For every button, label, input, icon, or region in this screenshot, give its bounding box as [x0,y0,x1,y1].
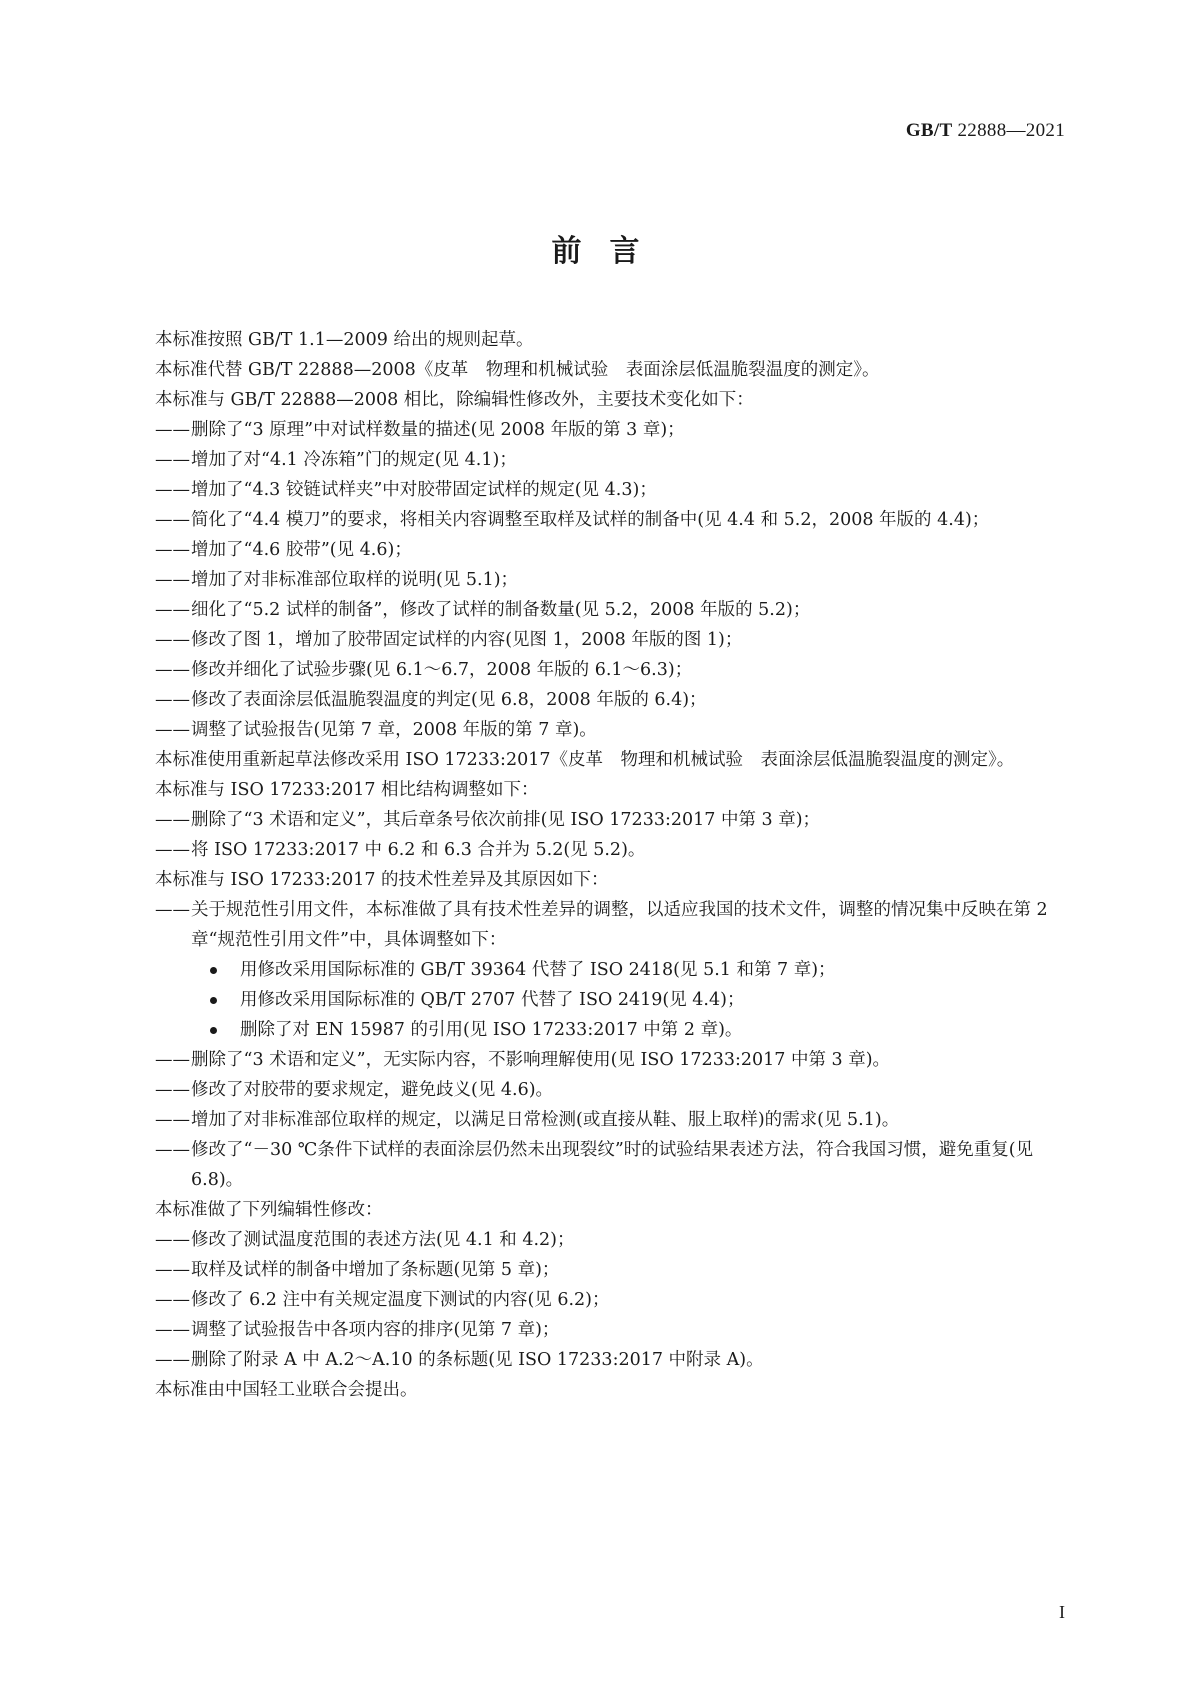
dash-item-text: 将 ISO 17233:2017 中 6.2 和 6.3 合并为 5.2(见 5.2)。 [191,840,646,860]
dash-list-item [120,895,1070,955]
dash-mark: —— [155,810,190,830]
dash-mark: —— [155,510,190,530]
dash-item-text: 简化了“4.4 模刀”的要求，将相关内容调整至取样及试样的制备中(见 4.4 和 5.2，2008 年版的 4.4)； [191,510,990,530]
dash-item-text: 删除了“3 术语和定义”，无实际内容，不影响理解使用(见 ISO 17233:2017 中第 3 章)。 [191,1050,891,1070]
dash-list-item [120,565,1070,595]
dash-list-item [120,475,1070,505]
dash-list-item [120,805,1070,835]
dash-item-text: 删除了附录 A 中 A.2～A.10 的条标题(见 ISO 17233:2017 中附录 A)。 [191,1350,764,1370]
dash-mark: —— [155,1080,190,1100]
paragraph: 本标准与 ISO 17233:2017 相比结构调整如下： [155,780,539,800]
dash-item-text: 修改了测试温度范围的表述方法(见 4.1 和 4.2)； [191,1230,575,1250]
dash-list-item [120,1105,1070,1135]
dash-mark: —— [155,1110,190,1130]
standard-code: GB/T [905,120,953,141]
dash-item-text: 调整了试验报告中各项内容的排序(见第 7 章)； [191,1320,560,1340]
document-body [120,325,1070,1405]
paragraph: 本标准按照 GB/T 1.1—2009 给出的规则起草。 [155,330,534,350]
dash-mark: —— [155,690,190,710]
standard-number [906,120,1065,142]
dash-item-text: 修改了“－30 ℃条件下试样的表面涂层仍然未出现裂纹”时的试验结果表述方法，符合我国习惯，避免重复(见 6.8)。 [191,1140,1034,1190]
dash-item-text: 增加了对非标准部位取样的规定，以满足日常检测(或直接从鞋、服上取样)的需求(见 5.1)。 [191,1110,900,1130]
dash-item-text: 增加了“4.3 铰链试样夹”中对胶带固定试样的规定(见 4.3)； [191,480,657,500]
dash-mark: —— [155,660,190,680]
dash-mark: —— [155,600,190,620]
dash-item-text: 增加了对“4.1 冷冻箱”门的规定(见 4.1)； [191,450,517,470]
dash-list-item [120,1225,1070,1255]
dash-mark: —— [155,450,190,470]
dash-mark: —— [155,570,190,590]
dash-mark: —— [155,1230,190,1250]
dash-list-item [120,835,1070,865]
paragraph: 本标准由中国轻工业联合会提出。 [155,1380,418,1400]
bullet-list-item: 用修改采用国际标准的 QB/T 2707 代替了 ISO 2419(见 4.4)； [120,985,1070,1015]
dash-mark: —— [155,1050,190,1070]
dash-item-text: 修改了图 1，增加了胶带固定试样的内容(见图 1，2008 年版的图 1)； [191,630,743,650]
dash-list-item [120,1075,1070,1105]
dash-item-text: 增加了对非标准部位取样的说明(见 5.1)； [191,570,519,590]
dash-mark: —— [155,900,190,920]
dash-list-item [120,445,1070,475]
bullet-list-item: 用修改采用国际标准的 GB/T 39364 代替了 ISO 2418(见 5.1 和第 7 章)； [120,955,1070,985]
dash-item-text: 调整了试验报告(见第 7 章，2008 年版的第 7 章)。 [191,720,597,740]
page-number: I [1059,1602,1065,1622]
dash-list-item [120,595,1070,625]
dash-list-item [120,625,1070,655]
bullet-list-item: 删除了对 EN 15987 的引用(见 ISO 17233:2017 中第 2 章)。 [120,1015,1070,1045]
dash-item-text: 关于规范性引用文件，本标准做了具有技术性差异的调整，以适应我国的技术文件，调整的情况集中反映在第 2 章“规范性引用文件”中，具体调整如下： [191,900,1048,950]
standard-year-number: 22888—2021 [957,120,1065,141]
dash-item-text: 修改了表面涂层低温脆裂温度的判定(见 6.8，2008 年版的 6.4)； [191,690,707,710]
dash-list-item [120,1255,1070,1285]
dash-item-text: 删除了“3 原理”中对试样数量的描述(见 2008 年版的第 3 章)； [191,420,685,440]
dash-list-item [120,1345,1070,1375]
paragraph: 本标准代替 GB/T 22888—2008《皮革 物理和机械试验 表面涂层低温脆裂温度的测定》。 [155,360,880,380]
dash-mark: —— [155,720,190,740]
dash-item-text: 取样及试样的制备中增加了条标题(见第 5 章)； [191,1260,560,1280]
paragraph: 本标准与 GB/T 22888—2008 相比，除编辑性修改外，主要技术变化如下： [155,390,754,410]
dash-item-text: 删除了“3 术语和定义”，其后章条号依次前排(见 ISO 17233:2017 中第 3 章)； [191,810,821,830]
dash-list-item [120,1315,1070,1345]
dash-mark: —— [155,540,190,560]
dash-mark: —— [155,1260,190,1280]
dash-list-item [120,1135,1070,1195]
dash-list-item [120,1045,1070,1075]
dash-item-text: 修改了 6.2 注中有关规定温度下测试的内容(见 6.2)； [191,1290,610,1310]
dash-list-item [120,1285,1070,1315]
dash-list-item [120,505,1070,535]
dash-mark: —— [155,1320,190,1340]
dash-mark: —— [155,1290,190,1310]
dash-mark: —— [155,840,190,860]
dash-mark: —— [155,480,190,500]
dash-list-item [120,715,1070,745]
dash-mark: —— [155,630,190,650]
dash-item-text: 细化了“5.2 试样的制备”，修改了试样的制备数量(见 5.2，2008 年版的 5.2)； [191,600,811,620]
page-title: 前言 [551,234,668,269]
dash-list-item [120,685,1070,715]
paragraph: 本标准做了下列编辑性修改： [155,1200,383,1220]
dash-item-text: 修改并细化了试验步骤(见 6.1～6.7，2008 年版的 6.1～6.3)； [191,660,693,680]
paragraph: 本标准与 ISO 17233:2017 的技术性差异及其原因如下： [155,870,609,890]
dash-list-item [120,655,1070,685]
paragraph: 本标准使用重新起草法修改采用 ISO 17233:2017《皮革 物理和机械试验 表面涂层低温脆裂温度的测定》。 [155,750,1015,770]
dash-item-text: 增加了“4.6 胶带”(见 4.6)； [191,540,412,560]
dash-mark: —— [155,420,190,440]
dash-list-item [120,415,1070,445]
dash-list-item [120,535,1070,565]
dash-item-text: 修改了对胶带的要求规定，避免歧义(见 4.6)。 [191,1080,554,1100]
dash-mark: —— [155,1350,190,1370]
dash-mark: —— [155,1140,190,1160]
